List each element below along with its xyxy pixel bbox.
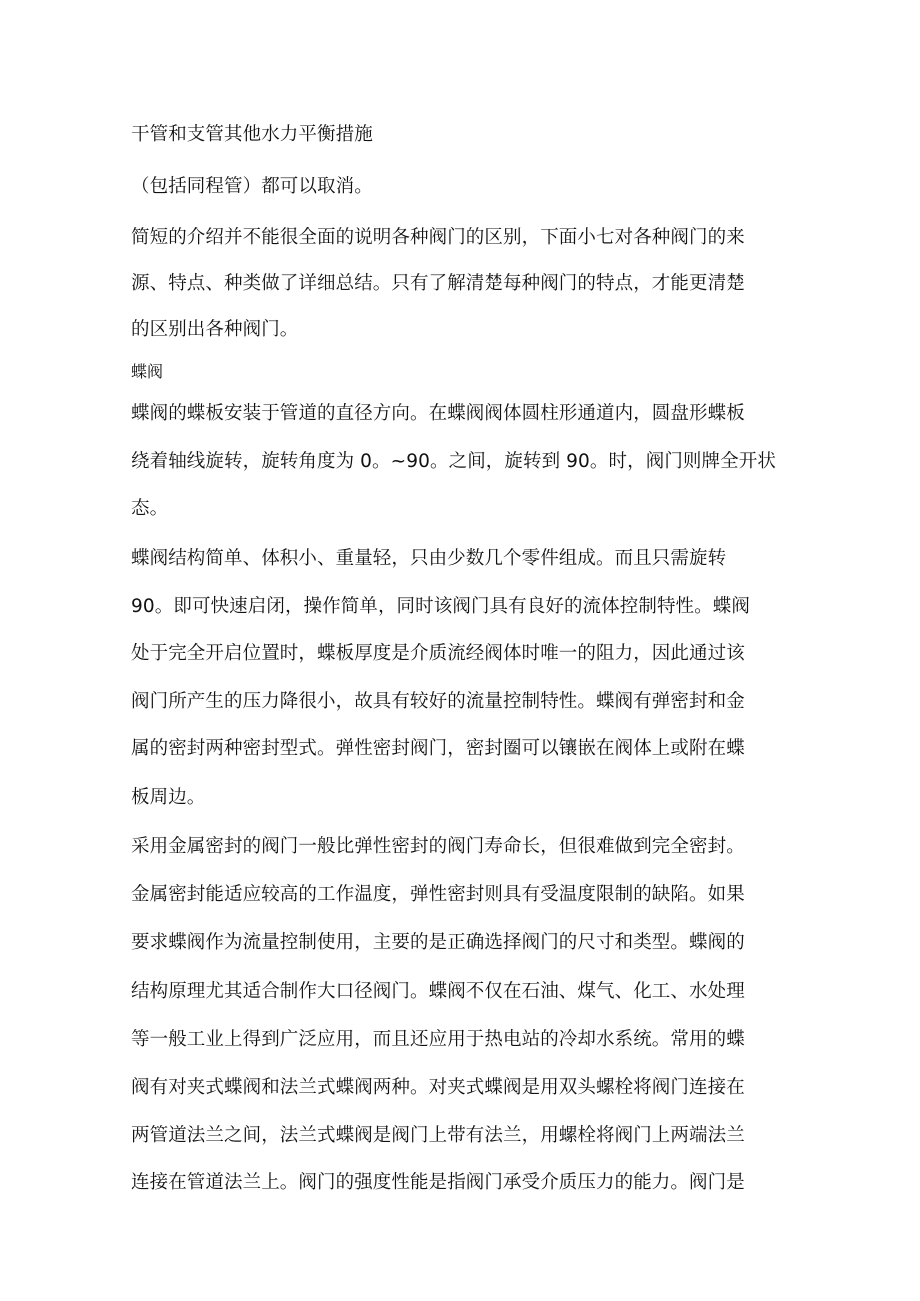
text-line: 阀有对夹式蝶阀和法兰式蝶阀两种。对夹式蝶阀是用双头螺栓将阀门连接在 xyxy=(131,1077,745,1098)
text-line: （包括同程管）都可以取消。 xyxy=(131,176,373,197)
text-line: 等一般工业上得到广泛应用，而且还应用于热电站的冷却水系统。常用的蝶 xyxy=(131,1029,745,1050)
text-line: 要求蝶阀作为流量控制使用，主要的是正确选择阀门的尺寸和类型。蝶阀的 xyxy=(131,932,745,953)
text-line: 简短的介绍并不能很全面的说明各种阀门的区别，下面小七对各种阀门的来 xyxy=(131,227,745,248)
section-heading: 蝶阀 xyxy=(131,362,164,381)
text-line: 态。 xyxy=(131,498,169,519)
text-line: 蝶阀的蝶板安装于管道的直径方向。在蝶阀阀体圆柱形通道内，圆盘形蝶板 xyxy=(131,403,745,424)
text-line: 两管道法兰之间，法兰式蝶阀是阀门上带有法兰，用螺栓将阀门上两端法兰 xyxy=(131,1125,745,1146)
text-line: 处于完全开启位置时，蝶板厚度是介质流经阀体时唯一的阻力，因此通过该 xyxy=(131,643,745,664)
text-line: 板周边。 xyxy=(131,787,206,808)
text-line: 源、特点、种类做了详细总结。只有了解清楚每种阀门的特点，才能更清楚 xyxy=(131,273,745,294)
text-line: 干管和支管其他水力平衡措施 xyxy=(131,124,373,145)
text-line: 连接在管道法兰上。阀门的强度性能是指阀门承受介质压力的能力。阀门是 xyxy=(131,1172,745,1193)
text-line: 90。即可快速启闭，操作简单，同时该阀门具有良好的流体控制特性。蝶阀 xyxy=(131,596,750,617)
text-line: 阀门所产生的压力降很小，故具有较好的流量控制特性。蝶阀有弹密封和金 xyxy=(131,691,745,712)
text-line: 结构原理尤其适合制作大口径阀门。蝶阀不仅在石油、煤气、化工、水处理 xyxy=(131,981,745,1002)
text-line: 金属密封能适应较高的工作温度，弹性密封则具有受温度限制的缺陷。如果 xyxy=(131,884,745,905)
text-line: 蝶阀结构简单、体积小、重量轻，只由少数几个零件组成。而且只需旋转 xyxy=(131,548,727,569)
text-line: 绕着轴线旋转，旋转角度为 0。~90。之间，旋转到 90。时，阀门则牌全开状 xyxy=(131,451,776,472)
text-line: 属的密封两种密封型式。弹性密封阀门，密封圈可以镶嵌在阀体上或附在蝶 xyxy=(131,738,745,759)
text-line: 的区别出各种阀门。 xyxy=(131,319,299,340)
text-line: 采用金属密封的阀门一般比弹性密封的阀门寿命长，但很难做到完全密封。 xyxy=(131,836,745,857)
